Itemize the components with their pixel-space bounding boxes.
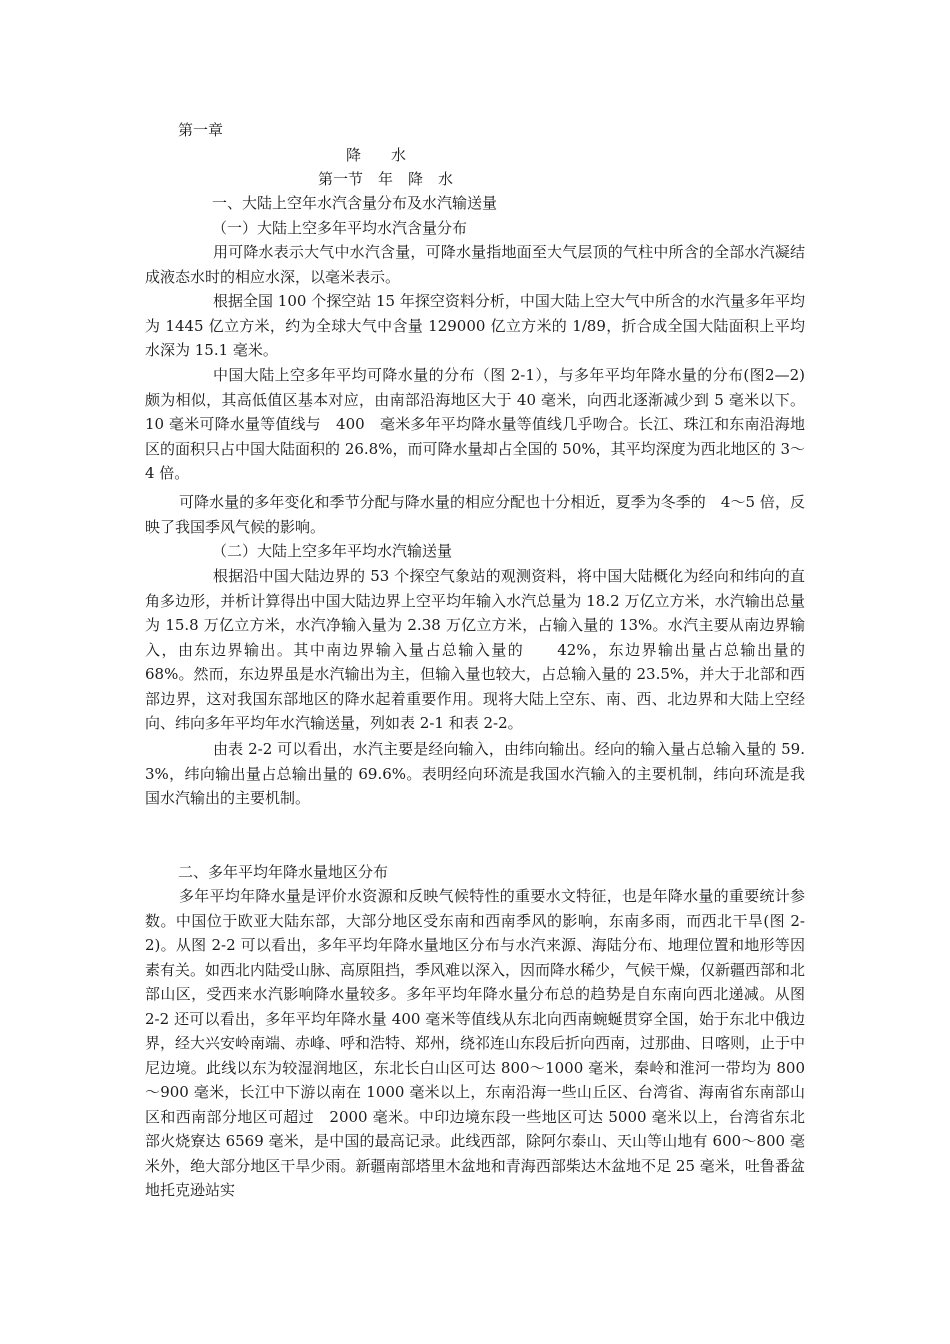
paragraph-3: 中国大陆上空多年平均可降水量的分布（图 2-1），与多年平均年降水量的分布(图2—2)颇为相似，其高低值区基本对应，由南部沿海地区大于 40 毫米，向西北逐渐减少到 5 毫米以下。10 毫米可降水量等值线与 400 毫米多年平均降水量等值线几乎吻合。长江、珠江和东南沿海地区的面积只占中国大陆面积的 26.8%，而可降水量却占全国的 50%，其平均深度为西北地区的 3～4 倍。 bbox=[145, 366, 805, 482]
heading-2: 二、多年平均年降水量地区分布 bbox=[178, 863, 389, 881]
paragraph-1: 用可降水表示大气中水汽含量，可降水量指地面至大气层顶的气柱中所含的全部水汽凝结成液态水时的相应水深，以毫米表示。 bbox=[145, 243, 805, 286]
subheading-1: （一）大陆上空多年平均水汽含量分布 bbox=[212, 219, 468, 237]
section-title: 第一节 年 降 水 bbox=[318, 170, 454, 188]
paragraph-7: 多年平均年降水量是评价水资源和反映气候特性的重要水文特征，也是年降水量的重要统计参数。中国位于欧亚大陆东部，大部分地区受东南和西南季风的影响，东南多雨，而西北干旱(图 2-2)。从图 2-2 可以看出，多年平均年降水量地区分布与水汽来源、海陆分布、地理位置和地形等因素有关。如西北内陆受山脉、高原阻挡，季风难以深入，因而降水稀少，气候干燥，仅新疆西部和北部山区，受西来水汽影响降水量较多。多年平均年降水量分布总的趋势是自东南向西北递减。从图 2-2 还可以看出，多年平均年降水量 400 毫米等值线从东北向西南蜿蜒贯穿全国，始于东北中俄边界，经大兴安岭南端、赤峰、呼和浩特、郑州，绕祁连山东段后折向西南，过那曲、日喀则，止于中尼边境。此线以东为较湿润地区，东北长白山区可达 800～1000 毫米，秦岭和淮河一带均为 800～900 毫米，长江中下游以南在 1000 毫米以上，东南沿海一些山丘区、台湾省、海南省东南部山区和西南部分地区可超过 2000 毫米。中印边境东段一些地区可达 5000 毫米以上，台湾省东北部火烧寮达 6569 毫米，是中国的最高记录。此线西部，除阿尔泰山、天山等山地有 600～800 毫米外，绝大部分地区干旱少雨。新疆南部塔里木盆地和青海西部柴达木盆地不足 25 毫米，吐鲁番盆地托克逊站实 bbox=[145, 887, 806, 1199]
heading-1: 一、大陆上空年水汽含量分布及水汽输送量 bbox=[212, 194, 498, 212]
paragraph-6: 由表 2-2 可以看出，水汽主要是经向输入，由纬向输出。经向的输入量占总输入量的 59. 3%，纬向输出量占总输出量的 69.6%。表明经向环流是我国水汽输入的主要机制，纬向环流是我国水汽输出的主要机制。 bbox=[145, 740, 805, 807]
paragraph-2: 根据全国 100 个探空站 15 年探空资料分析，中国大陆上空大气中所含的水汽量多年平均为 1445 亿立方米，约为全球大气中含量 129000 亿立方米的 1/89，折合成全国大陆面积上平均水深为 15.1 毫米。 bbox=[145, 292, 805, 359]
paragraph-4: 可降水量的多年变化和季节分配与降水量的相应分配也十分相近，夏季为冬季的 4～5 倍，反映了我国季风气候的影响。 bbox=[145, 493, 805, 536]
chapter-label: 第一章 bbox=[178, 121, 224, 139]
chapter-title: 降 水 bbox=[346, 146, 407, 164]
subheading-2: （二）大陆上空多年平均水汽输送量 bbox=[212, 542, 453, 560]
paragraph-5: 根据沿中国大陆边界的 53 个探空气象站的观测资料，将中国大陆概化为经向和纬向的直角多边形，并析计算得出中国大陆边界上空平均年输入水汽总量为 18.2 万亿立方米，水汽输出总量为 15.8 万亿立方米，水汽净输入量为 2.38 万亿立方米，占输入量的 13%。水汽主要从南边界输入，由东边界输出。其中南边界输入量占总输入量的 42%，东边界输出量占总输出量的 68%。然而，东边界虽是水汽输出为主，但输入量也较大，占总输入量的 23.5%，并大于北部和西部边界，这对我国东部地区的降水起着重要作用。现将大陆上空东、南、西、北边界和大陆上空经向、纬向多年平均年水汽输送量，列如表 2-1 和表 2-2。 bbox=[145, 567, 821, 732]
